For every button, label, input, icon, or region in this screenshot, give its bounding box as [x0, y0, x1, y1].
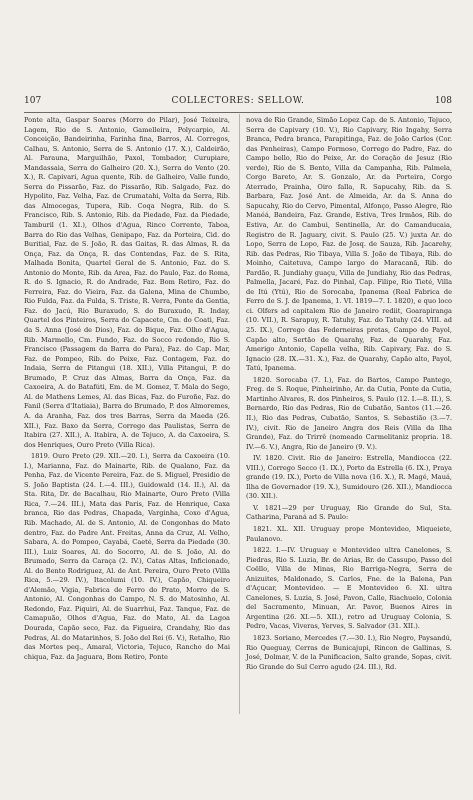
right-column — [246, 116, 452, 674]
page-number-left: 107 — [24, 96, 42, 106]
header-rule — [24, 112, 452, 113]
page-header — [24, 96, 452, 110]
paragraph: 1821. XL. XII. Uruguay prope Montevideo, Miqueiete, Paulanovo. — [246, 524, 452, 543]
paragraph: V. 1821—29 per Uruguay, Rio Grande do Sul, Sta. Catharina, Paraná ad S. Paulo: — [246, 503, 452, 522]
left-column — [24, 116, 230, 664]
paragraph: 1819. Ouro Preto (29. XII.—20. I.), Serra da Caxoeira (10. I.), Marianna, Faz. do Mainarte, Rib. de Qualano, Faz. da Penha, Faz. de Vicente Pereira, Faz. de S. Miguel, Presidio de S. João Baptista (24. I.—4. III.), Guidowald (14. II.), Al. da Sta. Rita, Dr. de Bacalhau, Rio Mainarte, Ouro Preto (Villa Rica, 7.—24. III.), Mata das Paris, Faz. de Henrique, Caxa branca, Rio das Pedras, Chapada, Varginha, Coxo d'Agua, Rib. Machado, Al. de S. Antonio, Al. de Congonhas do Mato dentro, Faz. do Padre Ant. Freitas, Anna da Cruz, Al. Velho, Sabara, A. do Pompeo, Cayabá, Caeté, Serra da Piedade (30. III.), Luiz Soares, Al. do Socorro, Al. de S. João, Al. do Brumado, Serra da Caraça (2. IV.), Catas Altas, Inficionado, Al. do Bento Rodriguez, Al. de Ant. Pereira, Ouro Preto (Villa Rica, 5.—29. IV.), Itacolumi (10. IV.), Capão, Chiqueiro d'Alemão, Vigia, Fabrica de Ferro do Prato, Morro de S. Antonio, Al. Congonhas do Campo, N. S. do Matosinho, Al. Redondo, Faz. Piquiri, Al. de Suarrhui, Faz. Tanque, Faz. de Camapuão, Olhos d'Agua, Faz. do Mato, Al. da Lagoa Dourada, Capão seco, Faz. da Figueira, Crandahy, Rio das Pedras, Al. do Matarinhos, S. João del Rei (6. V.), Retalho, Rio das Mortes peq., Amaral, Victoria, Tejuco, Rancho do Mai chiqua, Faz. da Jaguara, Bom Retiro, Ponte — [24, 452, 230, 661]
paragraph: 1820. Sorocaba (7. I.), Faz. do Bartos, Campo Pantego, Freg. de S. Roque, Pinheirinho, Ar. da Cutia, Ponte da Cutia, Martinho Alvares, R. dos Pinheiros, S. Paulo (12. I.—8. II.), S. Bernardo, Rio das Pedras, Rio de Cubatão, Santos (11.—26. II.), Rio das Pedras, Cubatão, Santos, S. Sebastião (3.—7. IV.), civit. Rio de Janeiro Angra dos Reis (Villa da Ilha Grande), Faz. do Trirrê (nomeado Carmelitaniz propria. 18. IV.—6. V.), Angra, Rio de Janeiro (9. V.). — [246, 375, 452, 451]
page-number-right: 108 — [434, 96, 452, 106]
running-head: COLLECTORES: SELLOW. — [171, 96, 305, 106]
column-divider — [239, 114, 240, 714]
paragraph: IV. 1820. Civit. Rio de Janeiro: Estrella, Mandiocca (22. VIII.), Corrego Secco (1. IX.), Porto da Estrella (6. IX.), Praya grande (19. IX.), Porto de Villa nova (16. X.), R. Magé, Mauá, Ilha de Governador (19. X.), Sumidouro (26. XII.), Mandiocca (30. XII.). — [246, 454, 452, 501]
paragraph: Ponte alta, Gaspar Soares (Morro do Pilar), José Teixeira, Lagem, Rio de S. Antonio, Gamelleira, Polycarpio, Al. Conceição, Bandeirinha, Farinha fina, Barros, Al. Corregos, Calhau, S. Antonio, Serra de S. Antonio (17. X.), Caldeirão, Al. Parauna, Marguilhão, Paxol, Tombador, Curupiare, Mandassaia, Serra do Galheiro (20. X.), Serra do Vento (20. X.), R. Capivari, Agua quente, Rib. de Galheiro, Valle fundo, Serra do Pissarão, Faz. do Pissarão, Rib. Salgado, Faz. do Hypolito, Faz. Velha, Faz. de Crumatahi, Volta da Serra, Rib. das Almocegas, Tupera, Rib. Coqa Negra, Rib. do S. Francisco, Rib. S. Antonio, Rib. da Piedade, Faz. da Piedade, Tamburil (1. XI.), Olhos d'Agua, Rinco Corrente, Taboa, Barra do Rio das Velhas, Genipapo, Faz. da Porteira, Cid. do Buritial, Faz. de S. João, R. das Gaitas, R. das Almas, R. da Onça, Faz. da Onça, R. das Contendas, Faz. de S. Rita, Malhada Bonita, Quartel Geral de S. Antonio, Faz. do S. Antonio do Monte, Rib. da Area, Faz. do Paulo, Faz. do Roma, R. do S. Ignacio, R. do Andrade, Faz. Bom Retiro, Faz. do Ferreira, Faz. do Vieira, Faz. da Galena, Mina de Chumbo, Rio Fulda, Faz. da Fulda, S. Triste, R. Verra, Ponte da Gentia, Faz. do Jacú, Rio Buraxudo, S. do Buraxudo, R. Inday, Quartel dos Pinteiros, Serra do Capacete, Cm. do Coati, Faz. da S. Anna (José de Dios), Faz. do Bique, Faz. Olho d'Agua, Rib. Marmello, Cm. Fundo, Faz. do Socco redondo, Rio S. Francisco (Passagem da Barra do Para), Faz. do Cap. Mar, Faz. de Pompeo, Rib. do Peixe, Faz. Contagem, Faz. do Indaia, Serra de Pitangui (18. XII.), Villa Pitangui, P. do Brumado, P. Cruz das Almas, Barra da Onça, Faz. da Caxoeira, A. do Batafúti, Em. de M. Gomez, T. Mala do Sego, Al. de Mathens Lemes, Al. das Bicas, Faz. do Furoñe, Faz. do Fanil (Serra d'Itatiaia), Barra do Brumado, P. dos Almoremes, A. da Aranha, Faz. dos tres Barras, Serra da Maeda (26. XII.), Faz. Baxo da Serra, Corrego das Paulistas, Serra de Itabira (27. XII.), A. Itabira, A. de Tejuco, A. da Caxoeira, S. dos Henriques, Ouro Preto (Villa Rica). — [24, 116, 230, 449]
paragraph: 1823. Soriano, Mercedes (7.—30. I.), Rio Negro, Paysandú, Rio Queguay, Cerras de Bunicajupi, Rincon de Gallinas, S. José, Dolmar, V. de la Punificacion, Salto grande, Sopas, civit. Rio Grande do Sul Cerro agudo (24. III.), Rd. — [246, 633, 452, 671]
paragraph: nova de Rio Grande, Simão Lopez Cap. de S. Antonio, Tejuco, Serra de Capivary (10. V.), Rio Capivary, Rio Ingahy, Serra Branca, Pedra branca, Parapitinga, Faz. de João Carlos (Cor. das Penheiras), Campo Formoso, Corrego do Padre, Faz. do Campo bello, Rio do Peixe, Ar. do Coração de Jesuz (Rio verde), Rio de S. Bento, Villa da Campanha, Rib. Palmela, Corgo Bareto, Ar. S. Gonzalo, Ar. da Porteira, Corgo Aterrado, Prainha, Oiro falla, R. Sapucahy, Rib. da S. Barbara, Faz. José Ant. de Almeida, Ar. da S. Anna do Sapucahy, Rio do Cervo, Pimental, Alfonço, Passo Alegre, Rio Manéá, Bandeira, Faz. Grande, Estiva, Tres Irmãos, Rib. do Estiva, Ar. do Cambui, Sentinella, Ar. do Camanducaia, Registro de R. Jaguary, civit. S. Paulo (25. V.) juxta Ar. do Lopo, Serra de Lopo, Faz. de Josq. de Sauza, Rib. Jacarehy, Rib. das Pedras, Rio Tibaya, Villa S. João de Tibaya, Rib. do Moinho, Caitetuva, Campo largo do Maracanã, Rib. do Pardão, R. Jundiahy guaçu, Villa de Jundiahy, Rio das Pedras, Palmella, Jacaré, Faz. do Pinhal, Cap. Filipe, Rio Tieté, Villa de Itú (Ytú), Rio de Sorocaba, Ipanema (Real Fabrica de Ferro de S. J. de Ipanema, 1. VI. 1819—7. I. 1820), e quo loco ci. Olfers ad capitalem Rio de Janeiro rediit, Goarapiranga (10. VII.), R. Sarapuy, R. Tatuhy, Faz. do Tatuhy (24. VIII. ad 25. IX.), Corrego das Federneiras pretas, Campo do Payol, Capão alto, Sertão de Quarahy, Faz. de Quarahy, Faz. Amerigo Antonio, Capella velha, Rib. Capivary, Faz. do S. Ignacio (28. IX.—31. X.), Faz. de Quarahy, Capão alto, Payol, Tatú, Ipanema. — [246, 116, 452, 373]
paragraph: 1822. I.—IV. Uruguay e Montevideo ultra Canelones, S. Piedras, Rio S. Luzia, Br. de Arias, Br. de Cassupo, Passo del Coëllo, Villa de Minas, Rio Barriga-Negra, Serra de Anizuites, Maldonado, S. Carlos, Fne. de la Balena, Pan d'Açucar, Montevideo. — E Montevideo 6. XI. ultra Canelones, S. Luzia, S. José, Pavon, Calle, Riachuelo, Colonia del Sacramento, Minuan, Ar. Pavor, Buenos Aires in Argentina (26. XI.—5. XII.), retro ad Uruguay Colonia, S. Pedro, Vacas, Viveras, Yerves, S. Salvador (31. XII.). — [246, 546, 452, 631]
